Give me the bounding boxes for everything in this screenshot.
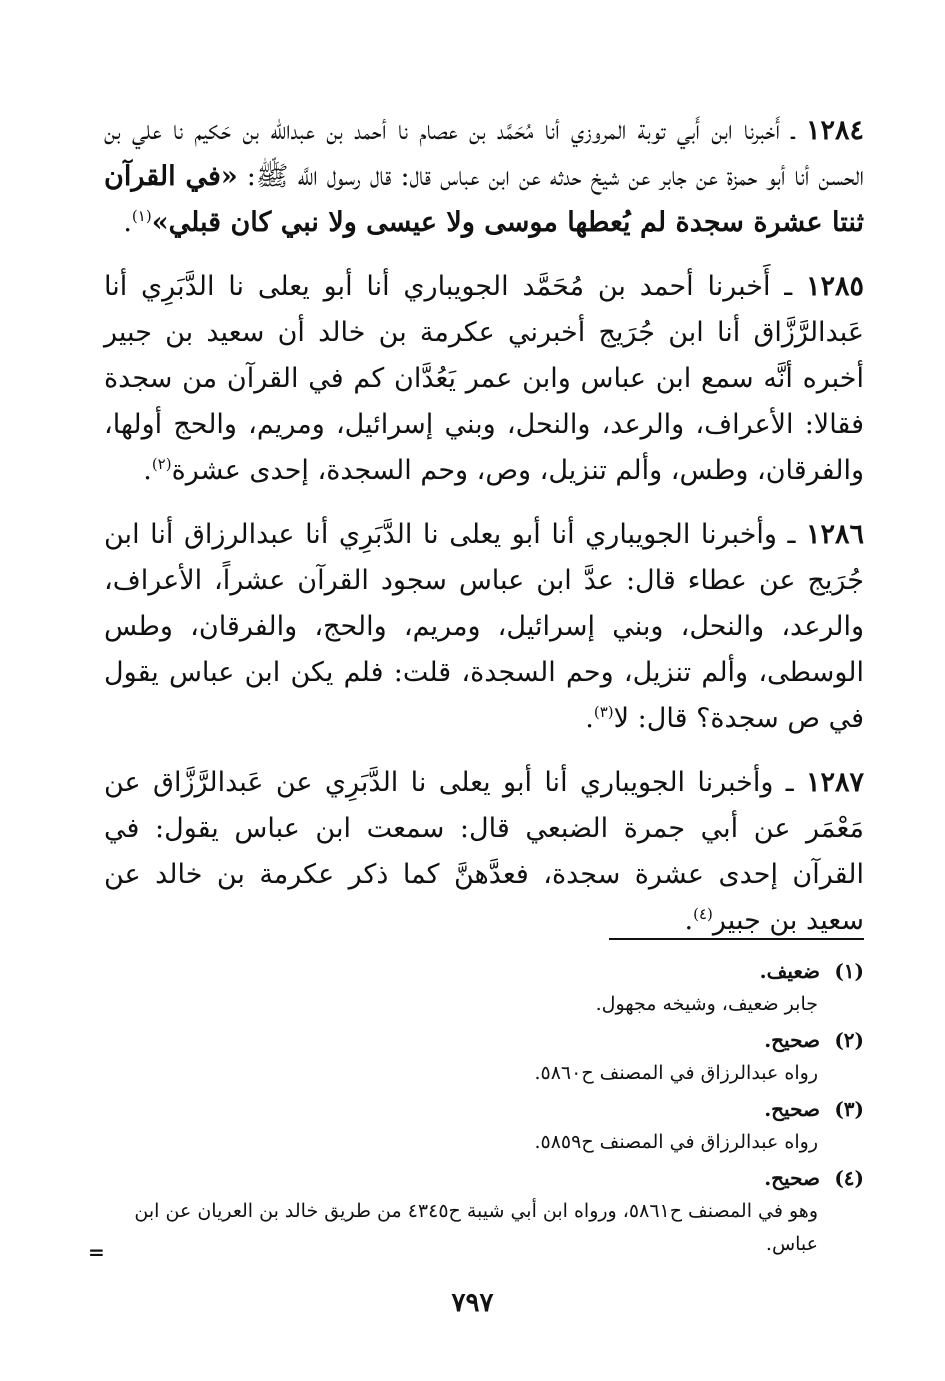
hadith-1285: ١٢٨٥ ـ أَخبرنا أحمد بن مُحَمَّد الجويباري أنا أبو يعلى نا الدَّبَرِي أنا عَبدالرَّزَّاق أنا ابن جُرَيج أخبرني عكرمة بن خالد أن سعيد بن جبير أخبره أنَّه سمع ابن عباس وابن عمر يَعُدَّان كم في القرآن من سجدة فقالا: الأعراف، والرعد، والنحل، وبني إسرائيل، ومريم، والحج أولها، والفرقان، وطس، وألم تنزيل، وص، وحم السجدة، إحدى عشرة$^{(٢)}$.: [104, 271, 864, 486]
footnote-ref[interactable]: (٣): [593, 703, 614, 721]
main-text: [104, 108, 864, 962]
hadith-number: ١٢٨٦: [805, 519, 864, 550]
footnote-grade: صحيح.: [764, 1028, 820, 1052]
footnote-ref[interactable]: (١): [131, 207, 152, 225]
footnote-2: [104, 1023, 864, 1090]
hadith-number: ١٢٨٥: [805, 271, 864, 302]
hadith-text: ـ أَخبرنا ابن أَبي توبة المروزي أنا مُحَمَّد بن عصام نا أحمد بن عبدالله بن حَكيم نا علي بن الحسن أنا أبو حمزة عن جابر عن شيخ حدثه عن ابن عباس قال: قال رسول اللَّه ﷺ:: [104, 115, 864, 192]
hadith-text: ـ وأخبرنا الجويباري أنا أبو يعلى نا الدَّبَرِي أنا عبدالرزاق أنا ابن جُرَيج عن عطاء قال: عدَّ ابن عباس سجود القرآن عشراً، الأعراف، والرعد، والنحل، وبني إسرائيل، ومريم، والحج، والفرقان، وطس الوسطى، وألم تنزيل، وحم السجدة، قلت: فلم يكن ابن عباس يقول في ص سجدة؟ قال: لا: [104, 519, 864, 734]
hadith-number: ١٢٨٧: [805, 767, 864, 798]
footnote-mark: (٢): [834, 1028, 864, 1052]
footnote-3: [104, 1092, 864, 1159]
hadith-1284: ١٢٨٤ ـ أَخبرنا ابن أَبي توبة المروزي أنا مُحَمَّد بن عصام نا أحمد بن عبدالله بن حَكيم نا علي بن الحسن أنا أبو حمزة عن جابر عن شيخ حدثه عن ابن عباس قال: قال رسول اللَّه ﷺ: «في القرآن ثنتا عشرة سجدة لم يُعطها موسى ولا عيسى ولا نبي كان قبلي»$^{(١)}$.: [104, 115, 864, 238]
footnote-note: جابر ضعيف، وشيخه مجهول.: [595, 993, 818, 1015]
page-number: ٧٩٧: [451, 1288, 494, 1318]
footnotes: [104, 938, 864, 1263]
footnote-ref[interactable]: (٢): [151, 455, 172, 473]
footnote-mark: (٤): [834, 1166, 864, 1190]
hadith-1286: ١٢٨٦ ـ وأخبرنا الجويباري أنا أبو يعلى نا الدَّبَرِي أنا عبدالرزاق أنا ابن جُرَيج عن عطاء قال: عدَّ ابن عباس سجود القرآن عشراً، الأعراف، والرعد، والنحل، وبني إسرائيل، ومريم، والحج، والفرقان، وطس الوسطى، وألم تنزيل، وحم السجدة، قلت: فلم يكن ابن عباس يقول في ص سجدة؟ قال: لا$^{(٣)}$.: [104, 519, 864, 734]
hadith-1287: ١٢٨٧ ـ وأخبرنا الجويباري أنا أبو يعلى نا الدَّبَرِي عن عَبدالرَّزَّاق عن مَعْمَر عن أبي جمرة الضبعي قال: سمعت ابن عباس يقول: في القرآن إحدى عشرة سجدة، فعدَّهنَّ كما ذكر عكرمة بن خالد عن سعيد بن جبير$^{(٤)}$.: [104, 767, 864, 936]
footnote-note: وهو في المصنف ح٥٨٦١، ورواه ابن أبي شيبة ح٤٣٤٥ من طريق خالد بن العريان عن ابن عباس.: [134, 1200, 818, 1255]
hadith-text: ـ أَخبرنا أحمد بن مُحَمَّد الجويباري أنا أبو يعلى نا الدَّبَرِي أنا عَبدالرَّزَّاق أنا ابن جُرَيج أخبرني عكرمة بن خالد أن سعيد بن جبير أخبره أنَّه سمع ابن عباس وابن عمر يَعُدَّان كم في القرآن من سجدة فقالا: الأعراف، والرعد، والنحل، وبني إسرائيل، ومريم، والحج أولها، والفرقان، وطس، وألم تنزيل، وص، وحم السجدة، إحدى عشرة: [104, 271, 864, 486]
footnote-note: رواه عبدالرزاق في المصنف ح٥٨٦٠.: [534, 1062, 818, 1084]
footnote-grade: صحيح.: [764, 1097, 820, 1121]
footnote-divider: [609, 938, 864, 940]
continuation-mark: =: [88, 1240, 105, 1264]
footnote-4: [104, 1161, 864, 1261]
prophetic-saying: «في القرآن ثنتا عشرة سجدة لم يُعطها موسى ولا عيسى ولا نبي كان قبلي»: [104, 161, 864, 238]
footnote-ref[interactable]: (٤): [693, 905, 713, 923]
footnote-note: رواه عبدالرزاق في المصنف ح٥٨٥٩.: [534, 1131, 818, 1153]
footnote-grade: صحيح.: [764, 1166, 820, 1190]
hadith-number: ١٢٨٤: [805, 115, 864, 146]
footnote-1: [104, 954, 864, 1021]
footnote-mark: (٣): [834, 1097, 864, 1121]
footnote-mark: (١): [834, 959, 864, 983]
hadith-text: ـ وأخبرنا الجويباري أنا أبو يعلى نا الدَّبَرِي عن عَبدالرَّزَّاق عن مَعْمَر عن أبي جمرة الضبعي قال: سمعت ابن عباس يقول: في القرآن إحدى عشرة سجدة، فعدَّهنَّ كما ذكر عكرمة بن خالد عن سعيد بن جبير: [104, 767, 864, 936]
footnote-grade: ضعيف.: [759, 959, 820, 983]
